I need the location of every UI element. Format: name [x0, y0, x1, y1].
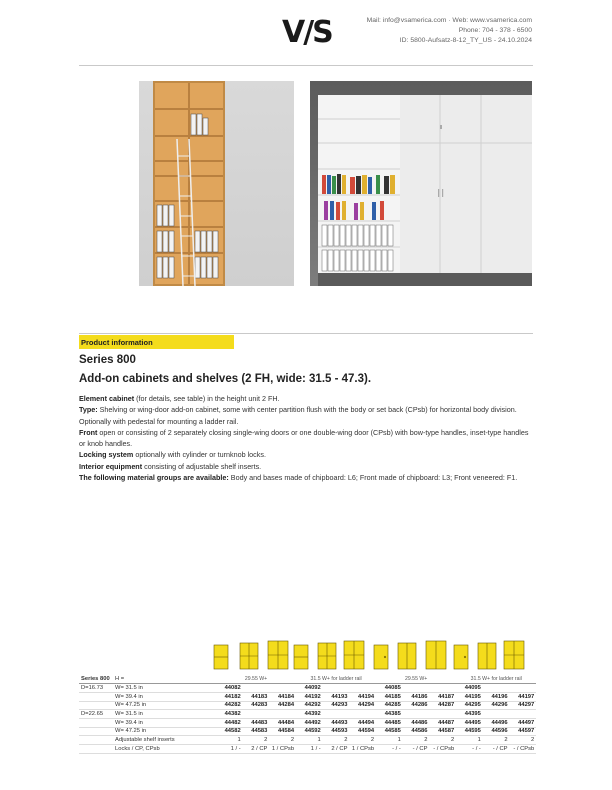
article-number-cell: 44594 — [349, 727, 376, 736]
article-number-cell: 44385 — [376, 710, 403, 719]
article-number-cell: 44186 — [403, 692, 430, 701]
table-row — [79, 692, 536, 701]
article-number-cell — [430, 710, 457, 719]
type-paragraph — [79, 404, 531, 427]
article-number-cell: 44294 — [349, 701, 376, 710]
article-number-cell: 44592 — [296, 727, 323, 736]
locks-cell: - / CP — [483, 745, 510, 754]
document-id: ID: 5800-Aufsatz-8-12_TY_US - 24.10.2024 — [399, 37, 532, 44]
table-row — [79, 718, 536, 727]
article-number-cell: 44296 — [483, 701, 510, 710]
article-number-table — [79, 675, 536, 754]
article-number-cell — [349, 710, 376, 719]
article-number-cell: 44492 — [296, 718, 323, 727]
article-number-cell: 44595 — [456, 727, 483, 736]
front-text: open or consisting of 2 separately closing single-wing doors or one double-wing door (CPsb) with bow-type handles, inset-type handles or knob handles. — [79, 427, 529, 449]
shelf-count-cell: 2 — [403, 736, 430, 745]
article-number-cell: 44286 — [403, 701, 430, 710]
shelf-count-cell: 1 — [376, 736, 403, 745]
cabinet-icon-9 — [426, 641, 446, 669]
article-number-cell — [403, 684, 430, 693]
empty-cell — [79, 745, 113, 754]
shelf-count-cell: 2 — [323, 736, 350, 745]
element-paragraph — [79, 393, 531, 404]
article-number-cell — [483, 684, 510, 693]
article-number-cell — [269, 684, 296, 693]
series-title: Series 800 — [79, 354, 136, 366]
series-cell: Series 800 — [79, 675, 113, 684]
article-number-cell: 44184 — [269, 692, 296, 701]
width-cell: W= 31.5 in — [113, 710, 216, 719]
shelf-count-cell: 1 — [456, 736, 483, 745]
group-header-3: 29.55 W+ — [376, 675, 456, 684]
product-description — [79, 393, 531, 483]
depth-cell: D=22.65 — [79, 710, 113, 719]
shelf-count-cell: 2 — [243, 736, 270, 745]
article-number-cell — [243, 710, 270, 719]
article-number-cell: 44584 — [269, 727, 296, 736]
group-header-2: 31.5 W+ for ladder rail — [296, 675, 376, 684]
locks-label: Locks / CP, CPsb — [113, 745, 216, 754]
type-text: Shelving or wing-door add-on cabinet, some with center partition flush with the body or set back (CPsb) for horizontal body division. Optionally with pedestal for mounting a ladder rail. — [79, 405, 517, 426]
article-number-cell: 44085 — [376, 684, 403, 693]
depth-cell: D=16.73 — [79, 684, 113, 693]
shelf-count-cell: 2 — [430, 736, 457, 745]
locks-cell: - / CPsb — [430, 745, 457, 754]
shelf-count-cell: 1 — [296, 736, 323, 745]
article-number-cell — [483, 710, 510, 719]
article-number-cell: 44297 — [510, 701, 537, 710]
article-number-cell: 44187 — [430, 692, 457, 701]
article-number-cell: 44193 — [323, 692, 350, 701]
locking-label: Locking system — [79, 450, 134, 460]
article-number-cell: 44082 — [216, 684, 243, 693]
article-number-cell: 44392 — [296, 710, 323, 719]
locks-cell: - / - — [376, 745, 403, 754]
article-number-cell: 44582 — [216, 727, 243, 736]
locks-cell: - / CP — [403, 745, 430, 754]
cabinet-icon-11 — [478, 643, 496, 669]
article-number-cell: 44295 — [456, 701, 483, 710]
interior-paragraph — [79, 461, 531, 472]
table-body — [79, 684, 536, 736]
article-number-cell — [349, 684, 376, 693]
article-number-cell — [510, 684, 537, 693]
product-information-tag: Product information — [79, 335, 234, 349]
photo-rule — [79, 333, 533, 334]
photo-wood-shelving — [139, 81, 294, 286]
article-number-cell: 44494 — [349, 718, 376, 727]
height-label: H = — [113, 675, 216, 684]
empty-cell — [79, 736, 113, 745]
locks-cell: 1 / - — [216, 745, 243, 754]
article-number-cell: 44197 — [510, 692, 537, 701]
article-number-cell: 44487 — [430, 718, 457, 727]
interior-label: Interior equipment — [79, 461, 143, 471]
vs-logo: V/S — [282, 15, 332, 50]
article-number-cell: 44183 — [243, 692, 270, 701]
article-number-cell: 44185 — [376, 692, 403, 701]
cabinet-variant-icons — [210, 635, 530, 672]
locks-cell: - / CPsb — [510, 745, 537, 754]
cabinet-icon-10 — [454, 645, 468, 669]
article-number-cell: 44483 — [243, 718, 270, 727]
article-number-cell: 44495 — [456, 718, 483, 727]
article-number-cell: 44287 — [430, 701, 457, 710]
contact-block — [367, 16, 532, 46]
cabinet-icon-4 — [294, 645, 308, 669]
article-number-cell: 44285 — [376, 701, 403, 710]
locks-cell: 1 / CPsb — [349, 745, 376, 754]
cabinet-icon-2 — [240, 643, 258, 669]
table-row — [79, 710, 536, 719]
table-header-row — [79, 675, 536, 684]
photo-white-cabinets — [310, 81, 532, 286]
article-number-cell: 44486 — [403, 718, 430, 727]
group-header-1: 29.55 W+ — [216, 675, 296, 684]
cabinet-icon-12 — [504, 641, 524, 669]
article-number-cell — [323, 684, 350, 693]
article-number-cell: 44482 — [216, 718, 243, 727]
cabinet-icon-8 — [398, 643, 416, 669]
element-label: Element cabinet — [79, 394, 135, 403]
contact-phone: Phone: 704 - 378 - 6500 — [458, 27, 532, 34]
article-number-cell — [403, 710, 430, 719]
article-number-cell: 44593 — [323, 727, 350, 736]
front-paragraph — [79, 427, 531, 450]
article-number-cell: 44597 — [510, 727, 537, 736]
article-number-cell: 44182 — [216, 692, 243, 701]
interior-text: consisting of adjustable shelf inserts. — [142, 461, 262, 471]
depth-cell — [79, 701, 113, 710]
article-number-cell: 44583 — [243, 727, 270, 736]
type-label: Type: — [79, 405, 98, 415]
article-number-cell: 44284 — [269, 701, 296, 710]
locks-cell: 1 / CPsb — [269, 745, 296, 754]
shelf-count-cell: 2 — [510, 736, 537, 745]
locks-cell: 2 / CP — [243, 745, 270, 754]
article-number-cell — [323, 710, 350, 719]
article-number-cell: 44194 — [349, 692, 376, 701]
article-number-cell: 44195 — [456, 692, 483, 701]
group-header-4: 31.5 W+ for ladder rail — [456, 675, 536, 684]
article-number-cell: 44497 — [510, 718, 537, 727]
depth-cell — [79, 692, 113, 701]
locking-text: optionally with cylinder or turnknob locks. — [133, 450, 266, 460]
cabinet-icon-3 — [268, 641, 288, 669]
article-number-cell: 44586 — [403, 727, 430, 736]
width-cell: W= 39.4 in — [113, 718, 216, 727]
locks-cell: - / - — [456, 745, 483, 754]
material-label: The following material groups are available: — [79, 473, 229, 483]
article-number-cell: 44283 — [243, 701, 270, 710]
article-number-cell: 44092 — [296, 684, 323, 693]
article-number-cell: 44587 — [430, 727, 457, 736]
material-paragraph — [79, 472, 531, 483]
article-number-cell: 44596 — [483, 727, 510, 736]
article-number-cell: 44095 — [456, 684, 483, 693]
article-number-cell: 44395 — [456, 710, 483, 719]
element-text: (for details, see table) in the height unit 2 FH. — [134, 394, 280, 403]
shelf-inserts-row — [79, 736, 536, 745]
article-number-cell: 44282 — [216, 701, 243, 710]
shelf-count-cell: 2 — [483, 736, 510, 745]
product-headline: Add-on cabinets and shelves (2 FH, wide: 31.5 - 47.3). — [79, 373, 372, 385]
locks-cell: 2 / CP — [323, 745, 350, 754]
article-number-cell — [243, 684, 270, 693]
article-number-cell: 44496 — [483, 718, 510, 727]
table-row — [79, 701, 536, 710]
locks-cell: 1 / - — [296, 745, 323, 754]
wood-shelving-illustration — [139, 81, 294, 286]
article-number-cell: 44493 — [323, 718, 350, 727]
shelf-inserts-label: Adjustable shelf inserts — [113, 736, 216, 745]
shelf-count-cell: 2 — [349, 736, 376, 745]
material-text: Body and bases made of chipboard: L6; Front made of chipboard: L3; Front veneered: F1. — [228, 473, 518, 483]
article-number-cell: 44192 — [296, 692, 323, 701]
depth-cell — [79, 727, 113, 736]
article-number-cell: 44485 — [376, 718, 403, 727]
article-number-cell: 44585 — [376, 727, 403, 736]
cabinet-icon-1 — [214, 645, 228, 669]
article-number-cell — [510, 710, 537, 719]
table-row — [79, 727, 536, 736]
cabinet-icon-5 — [318, 643, 336, 669]
width-cell: W= 47.25 in — [113, 727, 216, 736]
contact-mail-web: Mail: info@vsamerica.com · Web: www.vsamerica.com — [366, 17, 532, 24]
width-cell: W= 31.5 in — [113, 684, 216, 693]
white-cabinets-illustration — [310, 81, 532, 286]
table-row — [79, 684, 536, 693]
header-rule — [79, 65, 533, 66]
article-number-cell — [430, 684, 457, 693]
width-cell: W= 39.4 in — [113, 692, 216, 701]
front-label: Front — [79, 427, 98, 437]
article-number-cell — [269, 710, 296, 719]
cabinet-icon-6 — [344, 641, 364, 669]
shelf-count-cell: 2 — [269, 736, 296, 745]
article-number-cell: 44484 — [269, 718, 296, 727]
article-number-cell: 44292 — [296, 701, 323, 710]
article-number-cell: 44382 — [216, 710, 243, 719]
locks-row — [79, 745, 536, 754]
shelf-count-cell: 1 — [216, 736, 243, 745]
article-number-cell: 44293 — [323, 701, 350, 710]
width-cell: W= 47.25 in — [113, 701, 216, 710]
article-number-cell: 44196 — [483, 692, 510, 701]
cabinet-icon-7 — [374, 645, 388, 669]
depth-cell — [79, 718, 113, 727]
locking-paragraph — [79, 449, 531, 460]
